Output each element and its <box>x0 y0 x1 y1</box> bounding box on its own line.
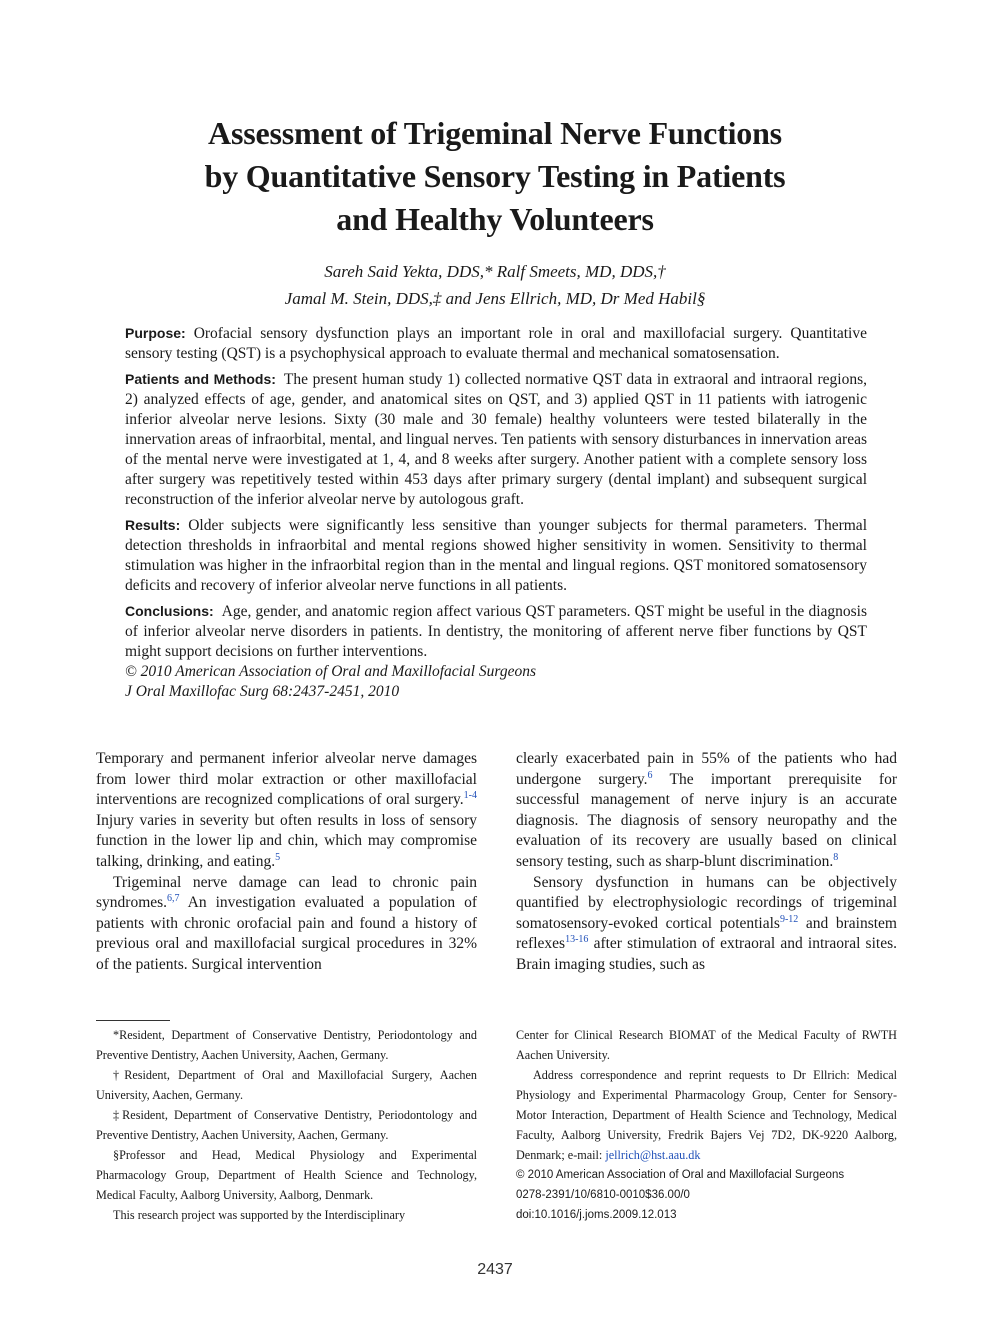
reference-link[interactable]: 8 <box>833 851 839 863</box>
methods-label: Patients and Methods: <box>125 371 276 387</box>
reference-link[interactable]: 13-16 <box>565 934 589 946</box>
reference-link[interactable]: 9-12 <box>779 913 799 925</box>
abstract-copyright: © 2010 American Association of Oral and Maxillofacial Surgeons <box>125 663 537 680</box>
footnote: This research project was supported by the Interdisciplinary <box>113 1208 406 1222</box>
body-text: Sensory dysfunction in humans can be objectively quantified by electrophysiologic recordings of trigeminal somatosensory-evoked cortical potentials <box>516 873 897 932</box>
purpose-text: Orofacial sensory dysfunction plays an important role in oral and maxillofacial surgery. Quantitative sensory testing (QST) is a psychophysical approach to evaluate thermal and mechanical somatosensation. <box>125 325 867 362</box>
body-text: Injury varies in severity but often results in loss of sensory function in the lower lip and chin, which may compromise talking, drinking, and eating. <box>96 811 477 870</box>
reference-link[interactable]: 5 <box>275 851 281 863</box>
body-text: Trigeminal nerve damage can lead to chronic pain syndromes. <box>96 873 477 912</box>
body-paragraph <box>96 749 477 873</box>
body-text: after stimulation of extraoral and intraoral sites. Brain imaging studies, such as <box>516 935 897 973</box>
results-text: Older subjects were significantly less sensitive than younger subjects for thermal parameters. Thermal detection thresholds in infraorbital and mental regions showed higher sensitivity in women. Sensitivity to thermal stimulation was higher in the infraorbital region than in the mental and lingual regions. QST monitored somatosensory deficits and recovery of inferior alveolar nerve functions in all patients. <box>125 517 867 594</box>
footnotes-left <box>96 1025 477 1225</box>
body-text: The important prerequisite for successful management of nerve injury is an accurate diagnosis. The diagnosis of sensory neuropathy and the evaluation of its recovery are usually based on clinical sensory testing, such as sharp-blunt discrimination. <box>516 770 897 870</box>
body-text: Temporary and permanent inferior alveolar nerve damages from lower third molar extraction or other maxillofacial interventions are recognized complications of oral surgery. <box>96 750 477 809</box>
body-column-right <box>516 749 897 976</box>
reference-link[interactable]: 6,7 <box>167 893 180 905</box>
title-line-3: and Healthy Volunteers <box>336 201 654 237</box>
author-list <box>95 258 895 312</box>
body-paragraph <box>516 749 897 873</box>
abstract-results <box>125 515 867 596</box>
body-column-left <box>96 749 477 976</box>
abstract-methods <box>125 369 867 510</box>
address-text: Address correspondence and reprint requests to Dr Ellrich: Medical Physiology and Experimental Pharmacology Group, Center for Sensory-Motor Interaction, Department of Health Science and Technology, Medical Faculty, Aalborg University, Fredrik Bajers Vej 7D2, DK-9220 Aalborg, Denmark; e-mail: <box>516 1068 897 1162</box>
doi-link[interactable]: doi:10.1016/j.joms.2009.12.013 <box>516 1209 677 1221</box>
purpose-label: Purpose: <box>125 325 186 341</box>
correspondence-address <box>516 1065 897 1165</box>
footnote: †Resident, Department of Oral and Maxillofacial Surgery, Aachen University, Aachen, Germany. <box>96 1068 477 1102</box>
body-text: and brainstem reflexes <box>516 914 897 953</box>
reference-link[interactable]: 6 <box>647 769 653 781</box>
journal-citation: J Oral Maxillofac Surg 68:2437-2451, 2010 <box>125 683 400 700</box>
body-text: clearly exacerbated pain in 55% of the patients who had undergone surgery. <box>516 750 897 788</box>
issn-code: 0278-2391/10/6810-0010$36.00/0 <box>516 1189 690 1201</box>
footnote: ‡Resident, Department of Conservative Dentistry, Periodontology and Preventive Dentistry, Aachen University, Aachen, Germany. <box>96 1108 477 1142</box>
body-paragraph <box>516 873 897 976</box>
methods-text: The present human study 1) collected normative QST data in extraoral and intraoral regions, 2) analyzed effects of age, gender, and anatomical sites on QST, and 3) applied QST in 11 patients with iatrogenic inferior alveolar nerve lesions. Sixty (30 male and 30 female) healthy volunteers were tested bilaterally in the innervation areas of infraorbital, mental, and lingual nerves. Ten patients with sensory disturbances in innervation areas of the mental nerve were investigated at 1, 4, and 8 weeks after surgery. Another patient with a complete sensory loss after surgery was repetitively tested within 453 days after primary surgery (dental implant) and subsequent surgical reconstruction of the inferior alveolar nerve by autologous graft. <box>125 371 867 508</box>
title-line-1: Assessment of Trigeminal Nerve Functions <box>208 115 782 151</box>
footer-copyright: © 2010 American Association of Oral and Maxillofacial Surgeons <box>516 1169 845 1181</box>
page-number: 2437 <box>477 1261 513 1278</box>
conclusions-label: Conclusions: <box>125 603 214 619</box>
footnote: §Professor and Head, Medical Physiology and Experimental Pharmacology Group, Department of Health Science and Technology, Medical Faculty, Aalborg University, Aalborg, Denmark. <box>96 1148 477 1202</box>
footnote: Center for Clinical Research BIOMAT of the Medical Faculty of RWTH Aachen University. <box>516 1028 897 1062</box>
conclusions-text: Age, gender, and anatomic region affect various QST parameters. QST might be useful in the diagnosis of inferior alveolar nerve disorders in patients. In dentistry, the monitoring of afferent nerve fiber functions by QST might support decisions on further interventions. <box>125 603 867 660</box>
abstract-conclusions <box>125 601 867 662</box>
body-text: An investigation evaluated a population of patients with chronic orofacial pain and found a history of previous oral and maxillofacial surgical procedures in 32% of the patients. Surgical intervention <box>96 894 477 973</box>
authors-line-2: Jamal M. Stein, DDS,‡ and Jens Ellrich, MD, Dr Med Habil§ <box>284 289 706 308</box>
footnotes-right <box>516 1025 897 1225</box>
article-title <box>95 112 895 241</box>
reference-link[interactable]: 1-4 <box>463 790 477 802</box>
abstract <box>125 323 867 702</box>
results-label: Results: <box>125 517 181 533</box>
footnote-divider <box>96 1020 170 1021</box>
body-paragraph <box>96 873 477 976</box>
footnote: *Resident, Department of Conservative Dentistry, Periodontology and Preventive Dentistry, Aachen University, Aachen, Germany. <box>96 1028 477 1062</box>
authors-line-1: Sareh Said Yekta, DDS,* Ralf Smeets, MD, DDS,† <box>324 262 666 281</box>
email-link[interactable]: jellrich@hst.aau.dk <box>605 1148 701 1162</box>
title-line-2: by Quantitative Sensory Testing in Patients <box>204 158 786 194</box>
abstract-purpose <box>125 323 867 364</box>
